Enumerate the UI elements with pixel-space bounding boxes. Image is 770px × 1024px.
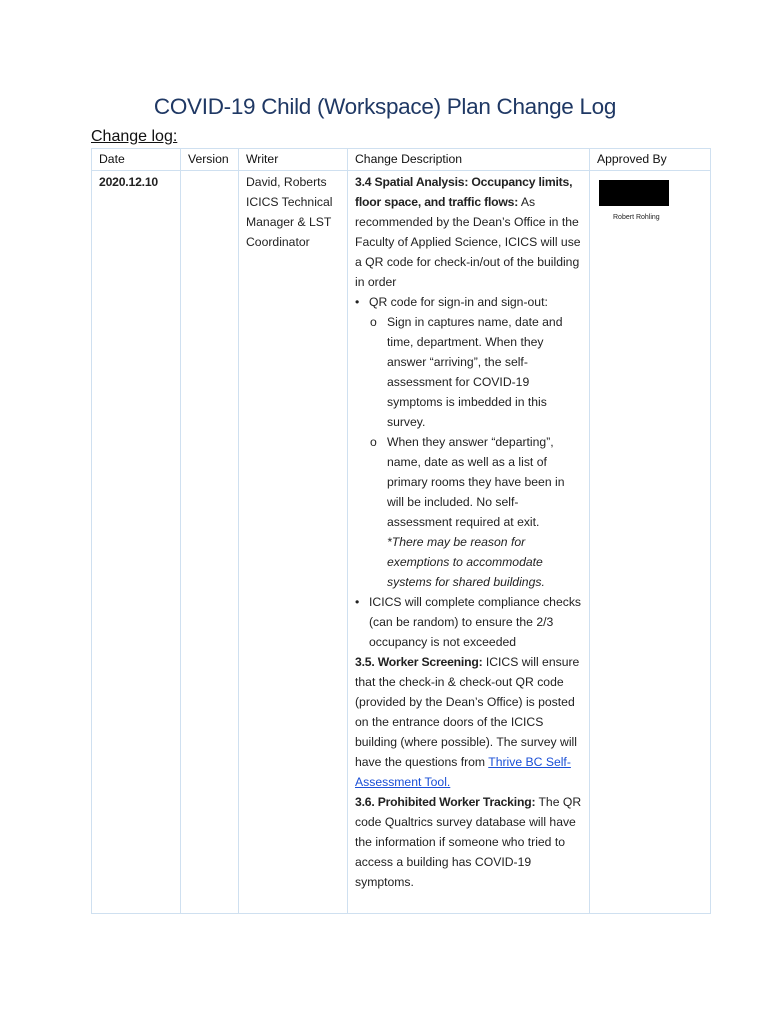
- header-approved-by: Approved By: [590, 149, 711, 171]
- table-row: [92, 171, 711, 914]
- bullet-icon: •: [355, 595, 360, 609]
- cell-change-description: [348, 171, 590, 914]
- list-item: [370, 432, 582, 592]
- cell-approved-by: [590, 171, 711, 914]
- sub-bullet-list: [369, 312, 582, 592]
- header-date: Date: [92, 149, 181, 171]
- list-item: [370, 312, 582, 432]
- approver-name: Robert Rohling: [613, 214, 660, 221]
- cell-date: 2020.12.10: [92, 171, 181, 914]
- exemption-note: *There may be reason for exemptions to accommodate systems for shared buildings.: [387, 535, 545, 589]
- list-item: [355, 292, 582, 592]
- redacted-signature: [599, 180, 669, 206]
- section-3-5: [355, 652, 582, 792]
- section-3-4-heading: 3.4 Spatial Analysis: Occupancy limits, floor space, and traffic flows:: [355, 175, 573, 209]
- bullet-qr-code-text: QR code for sign-in and sign-out:: [369, 295, 548, 309]
- thrive-bc-link[interactable]: Thrive BC Self-Assessment Tool.: [355, 755, 571, 789]
- sub-bullet-departing-text: When they answer “departing”, name, date as well as a list of primary rooms they have been in will be included. No self-assessment required at exit.: [387, 435, 565, 529]
- section-3-4: [355, 172, 582, 292]
- hollow-bullet-icon: o: [370, 315, 377, 329]
- change-log-table: [91, 148, 711, 914]
- hollow-bullet-icon: o: [370, 435, 377, 449]
- change-log-subtitle: Change log:: [91, 128, 178, 145]
- section-3-6: [355, 792, 582, 892]
- section-3-6-text: The QR code Qualtrics survey database will have the information if someone who tried to access a building has COVID-19 symptoms.: [355, 795, 582, 889]
- section-3-4-text: As recommended by the Dean’s Office in the Faculty of Applied Science, ICICS will use a QR code for check-in/out of the building in order: [355, 195, 581, 289]
- cell-version: [181, 171, 239, 914]
- list-item: [355, 592, 582, 652]
- sub-bullet-sign-in-text: Sign in captures name, date and time, department. When they answer “arriving”, the self-assessment for COVID-19 symptoms is imbedded in this survey.: [387, 315, 563, 429]
- document-title: COVID-19 Child (Workspace) Plan Change Log: [153, 94, 617, 119]
- bullet-list: [355, 292, 582, 652]
- section-3-5-heading: 3.5. Worker Screening:: [355, 655, 483, 669]
- section-3-5-text: ICICS will ensure that the check-in & check-out QR code (provided by the Dean’s Office) is posted on the entrance doors of the ICICS building (where possible). The survey will have the questions from: [355, 655, 580, 769]
- bullet-icon: •: [355, 295, 360, 309]
- header-version: Version: [181, 149, 239, 171]
- header-change-description: Change Description: [348, 149, 590, 171]
- table-header-row: [92, 149, 711, 171]
- section-3-6-heading: 3.6. Prohibited Worker Tracking:: [355, 795, 536, 809]
- cell-writer: David, Roberts ICICS Technical Manager & LST Coordinator: [239, 171, 348, 914]
- header-writer: Writer: [239, 149, 348, 171]
- bullet-compliance-text: ICICS will complete compliance checks (can be random) to ensure the 2/3 occupancy is not exceeded: [369, 595, 582, 649]
